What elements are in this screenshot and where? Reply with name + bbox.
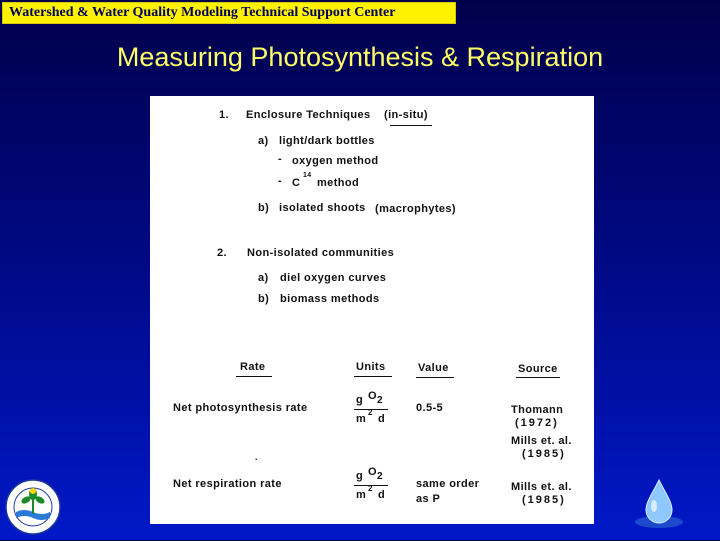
- row2-units-g: g: [356, 470, 364, 482]
- header-bar: [2, 2, 456, 24]
- oxygen-method: oxygen method: [292, 155, 379, 167]
- rate-underline: [236, 376, 272, 377]
- item2b-marker: b): [258, 293, 270, 305]
- item2a-marker: a): [258, 272, 269, 284]
- item2a-text: diel oxygen curves: [280, 272, 387, 284]
- c14-superscript: 14: [303, 172, 312, 179]
- header-units: Units: [356, 361, 386, 373]
- row1-units-sup: 2: [368, 408, 373, 417]
- value-underline: [416, 377, 454, 378]
- stray-dot: .: [255, 452, 258, 462]
- item2b-text: biomass methods: [280, 293, 380, 305]
- row2-source: Mills et. al.: [511, 481, 572, 493]
- water-drop-icon: [630, 474, 688, 532]
- row1-units-d: d: [378, 413, 386, 425]
- row1-value: 0.5-5: [416, 402, 444, 414]
- row1-source1: Thomann: [511, 404, 564, 416]
- header-source: Source: [518, 363, 558, 375]
- epa-seal-icon: [4, 478, 62, 536]
- row2-units-m: m: [356, 489, 367, 501]
- row1-source2: Mills et. al.: [511, 435, 572, 447]
- row2-source-year: (1985): [522, 494, 566, 506]
- dash-1: -: [278, 153, 283, 165]
- row1-units: [354, 390, 402, 430]
- item1-qualifier: (in-situ): [384, 109, 428, 121]
- item1a-text: light/dark bottles: [279, 135, 375, 147]
- slide-title: Measuring Photosynthesis & Respiration: [116, 42, 604, 72]
- row2-units-sup: 2: [368, 484, 373, 493]
- source-underline: [516, 377, 560, 378]
- row1-units-sub: 2: [377, 395, 383, 406]
- dash-2: -: [278, 175, 283, 187]
- header-value: Value: [418, 362, 449, 374]
- c14-method: method: [317, 177, 360, 189]
- row2-value-line2: as P: [416, 493, 441, 505]
- qualifier-underline: [390, 125, 432, 126]
- item1-label: Enclosure Techniques: [246, 109, 371, 121]
- row1-source2-year: (1985): [522, 448, 566, 460]
- item2-number: 2.: [217, 247, 227, 259]
- item1-number: 1.: [219, 109, 229, 121]
- row2-rate: Net respiration rate: [173, 478, 282, 490]
- row1-units-g: g: [356, 394, 364, 406]
- item1b-paren: (macrophytes): [375, 203, 456, 215]
- item1b-marker: b): [258, 202, 270, 214]
- row1-source1-year: (1972): [515, 417, 559, 429]
- row2-units-d: d: [378, 489, 386, 501]
- row2-value-line1: same order: [416, 478, 480, 490]
- item1a-marker: a): [258, 135, 269, 147]
- row1-units-o: O: [368, 390, 377, 402]
- c14-letter: C: [292, 177, 301, 189]
- item1b-text: isolated shoots: [279, 202, 366, 214]
- item2-label: Non-isolated communities: [247, 247, 395, 259]
- header-title: Watershed & Water Quality Modeling Technical Support Center: [9, 5, 396, 20]
- row2-units: [354, 466, 402, 506]
- row1-units-m: m: [356, 413, 367, 425]
- units-underline: [354, 376, 392, 377]
- row2-units-o: O: [368, 466, 377, 478]
- row1-rate: Net photosynthesis rate: [173, 402, 308, 414]
- header-rate: Rate: [240, 361, 266, 373]
- row2-units-sub: 2: [377, 471, 383, 482]
- content-panel: [150, 96, 594, 524]
